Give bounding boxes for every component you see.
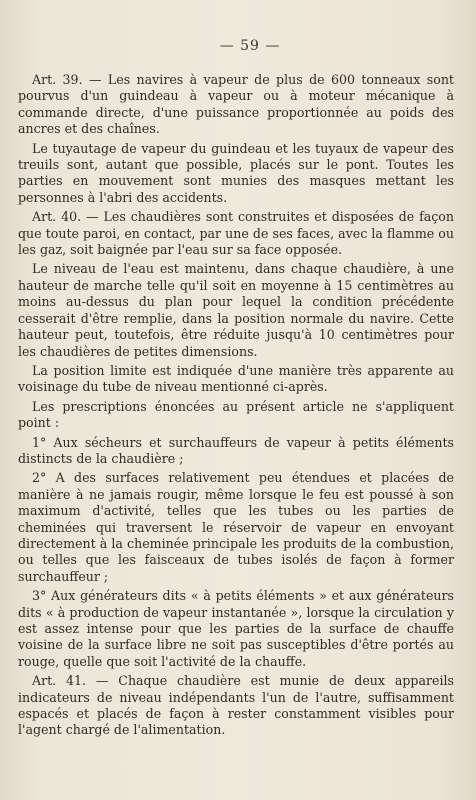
paragraph-prescriptions: Les prescriptions énoncées au présent article ne s'appliquent point :: [18, 398, 454, 431]
paragraph-item-3: 3° Aux générateurs dits « à petits éléments » et aux générateurs dits « à production de vapeur instantanée », lorsque la circulation y est assez intense pour que les parties de la surface de chauffe voisine de la surface libre ne soit pas susceptibles d'être portés au rouge, quelle que soit l'activité de la chauffe.: [18, 588, 454, 669]
paragraph-guindeau-tuyautage: Le tuyautage de vapeur du guindeau et les tuyaux de vapeur des treuils sont, autant que possible, placés sur le pont. Toutes les parties en mouvement sont munies des masques mettant les personnes à l'abri des accidents.: [18, 140, 454, 205]
paragraph-item-2: 2° A des surfaces relativement peu étendues et placées de manière à ne jamais rougir, même lorsque le feu est poussé à son maximum d'activité, telles que les tubes ou les parties de cheminées qui traversent le réservoir de vapeur en envoyant directement à la cheminée principale les produits de la combustion, ou telles que les faisceaux de tubes isolés de façon à former surchauffeur ;: [18, 470, 454, 584]
paragraph-art-41: Art. 41. — Chaque chaudière est munie de deux appareils indicateurs de niveau indépendants l'un de l'autre, suffisamment espacés et placés de façon à rester constamment visibles pour l'agent chargé de l'alimentation.: [18, 673, 454, 738]
paragraph-art-40: Art. 40. — Les chaudières sont construites et disposées de façon que toute paroi, en contact, par une de ses faces, avec la flamme ou les gaz, soit baignée par l'eau sur sa face opposée.: [18, 209, 454, 258]
paragraph-niveau-eau: Le niveau de l'eau est maintenu, dans chaque chaudière, à une hauteur de marche telle qu'il soit en moyenne à 15 centimètres au moins au-dessus du plan pour lequel la condition précédente cesserait d'être remplie, dans la position normale du navire. Cette hauteur peut, toutefois, être réduite jusqu'à 10 centimètres pour les chaudières de petites dimensions.: [18, 261, 454, 359]
page-number: — 59 —: [219, 38, 281, 54]
paragraph-art-39: Art. 39. — Les navires à vapeur de plus de 600 tonneaux sont pourvus d'un guindeau à vapeur ou à moteur mécanique à commande directe, d'une puissance proportionnée au poids des ancres et des chaînes.: [18, 72, 454, 137]
paragraph-position-limite: La position limite est indiquée d'une manière très apparente au voisinage du tube de niveau mentionné ci-après.: [18, 362, 454, 395]
paragraph-item-1: 1° Aux sécheurs et surchauffeurs de vapeur à petits éléments distincts de la chaudière ;: [18, 434, 454, 466]
